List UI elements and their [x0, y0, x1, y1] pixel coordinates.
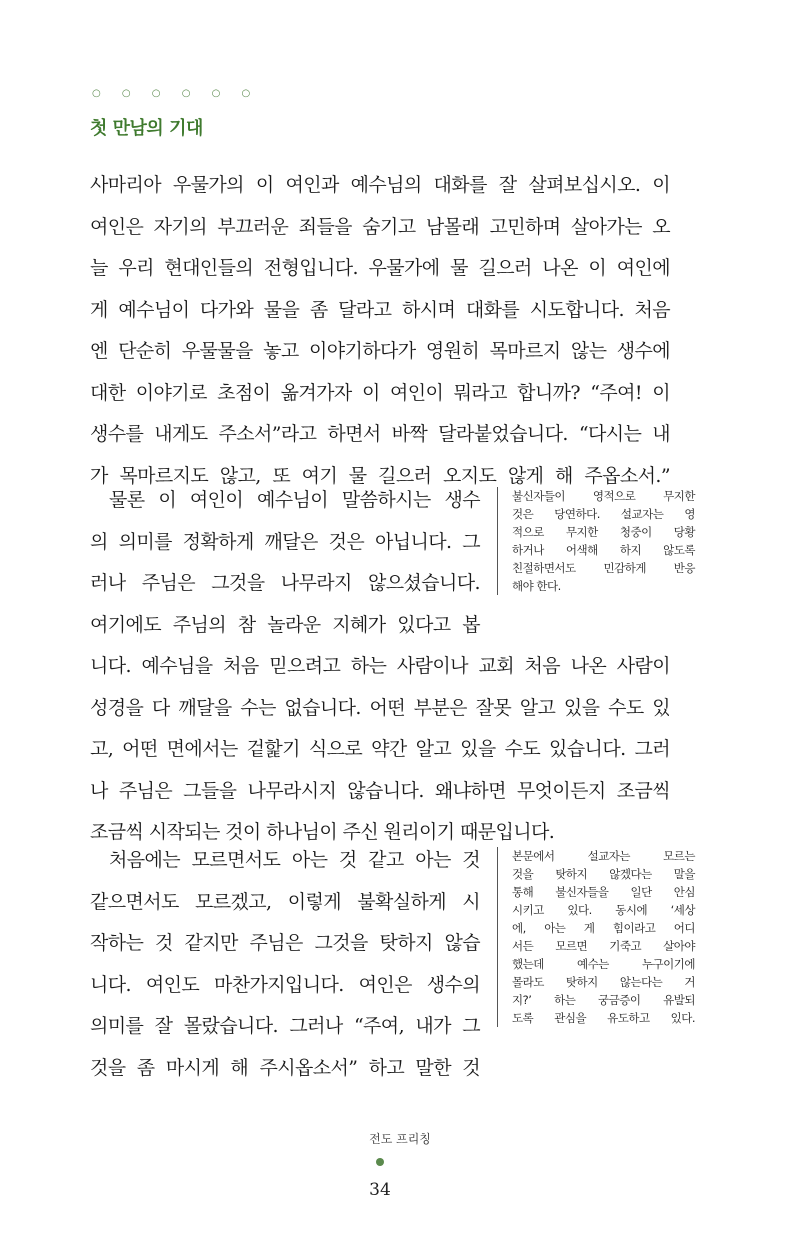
text-line: 고, 어떤 면에서는 겉핥기 식으로 약간 알고 있을 수도 있습니다. 그러	[90, 738, 670, 760]
text-line: 의미를 잘 몰랐습니다. 그러나 “주여, 내가 그	[90, 1015, 480, 1037]
text-line: 가 목마르지도 않고, 또 여기 물 길으러 오지도 않게 해 주옵소서.”	[90, 464, 670, 487]
note-line: 시키고 있다. 동시에 ‘세상	[512, 903, 695, 917]
footer-book-title: 전도 프리칭	[369, 1132, 431, 1146]
note-line: 도록 관심을 유도하고 있다.	[512, 1011, 695, 1025]
text-line: 의 의미를 정확하게 깨달은 것은 아닙니다. 그	[90, 530, 480, 553]
paragraph-2-wide	[90, 646, 670, 854]
text-line: 게 예수님이 다가와 물을 좀 달라고 하시며 대화를 시도합니다. 처음	[90, 298, 670, 321]
text-line: 물론 이 여인이 예수님이 말씀하시는 생수	[109, 489, 480, 511]
text-line: 사마리아 우물가의 이 여인과 예수님의 대화를 잘 살펴보십시오. 이	[90, 174, 670, 196]
text-line: 조금씩 시작되는 것이 하나님이 주신 원리이기 때문입니다.	[90, 821, 555, 843]
text-line: 생수를 내게도 주소서”라고 하면서 바짝 달라붙었습니다. “다시는 내	[90, 423, 670, 445]
margin-note-1	[497, 487, 695, 595]
text-line: 것을 좀 마시게 해 주시옵소서” 하고 말한 것	[90, 1056, 480, 1079]
note-line: 친절하면서도 민감하게 반응	[512, 561, 695, 575]
text-line: 러나 주님은 그것을 나무라지 않으셨습니다.	[90, 572, 480, 594]
note-line: 몰라도 탓하지 않는다는 거	[512, 975, 695, 989]
margin-note-2	[497, 847, 695, 1027]
section-title: 첫 만남의 기대	[90, 118, 203, 139]
note-line: 것을 탓하지 않겠다는 말을	[512, 867, 695, 881]
text-line: 대한 이야기로 초점이 옮겨가자 이 여인이 뭐라고 합니까? “주여! 이	[90, 381, 670, 404]
note-line: 불신자들이 영적으로 무지한	[512, 489, 695, 503]
text-line: 니다. 예수님을 처음 믿으려고 하는 사람이나 교회 처음 나온 사람이	[90, 655, 670, 677]
paragraph-3	[90, 840, 480, 1089]
ornament-circles: ○ ○ ○ ○ ○ ○	[92, 88, 260, 99]
paragraph-2-narrow	[90, 480, 480, 646]
note-line: 것은 당연하다. 설교자는 영	[512, 507, 695, 521]
note-line: 지?’ 하는 궁금증이 유발되	[512, 993, 695, 1007]
note-line: 하거나 어색해 하지 않도록	[512, 543, 695, 557]
text-line: 같으면서도 모르겠고, 이렇게 불확실하게 시	[90, 890, 480, 913]
paragraph-1	[90, 165, 670, 497]
note-line: 했는데 예수는 누구이기에	[512, 957, 695, 971]
note-line: 본문에서 설교자는 모르는	[512, 849, 695, 863]
footer-dot-icon	[376, 1158, 384, 1166]
text-line: 늘 우리 현대인들의 전형입니다. 우물가에 물 길으러 나온 이 여인에	[90, 257, 670, 279]
page-number: 34	[369, 1180, 391, 1200]
text-line: 성경을 다 깨달을 수는 없습니다. 어떤 부분은 잘못 알고 있을 수도 있	[90, 696, 670, 719]
note-line: 해야 한다.	[512, 579, 561, 593]
note-line: 통해 불신자들을 일단 안심	[512, 885, 695, 899]
text-line: 여기에도 주님의 참 놀라운 지혜가 있다고 봅	[90, 613, 480, 636]
text-line: 나 주님은 그들을 나무라시지 않습니다. 왜냐하면 무엇이든지 조금씩	[90, 779, 670, 802]
text-line: 작하는 것 같지만 주님은 그것을 탓하지 않습	[90, 932, 480, 954]
text-line: 엔 단순히 우물물을 놓고 이야기하다가 영원히 목마르지 않는 생수에	[90, 340, 670, 362]
note-line: 적으로 무지한 청중이 당황	[512, 525, 695, 539]
text-line: 니다. 여인도 마찬가지입니다. 여인은 생수의	[90, 973, 480, 996]
text-line: 처음에는 모르면서도 아는 것 같고 아는 것	[109, 849, 480, 871]
note-line: 서든 모르면 기죽고 살아야	[512, 939, 695, 953]
text-line: 여인은 자기의 부끄러운 죄들을 숨기고 남몰래 고민하며 살아가는 오	[90, 215, 670, 238]
note-line: 에, 아는 게 힘이라고 어디	[512, 921, 695, 935]
